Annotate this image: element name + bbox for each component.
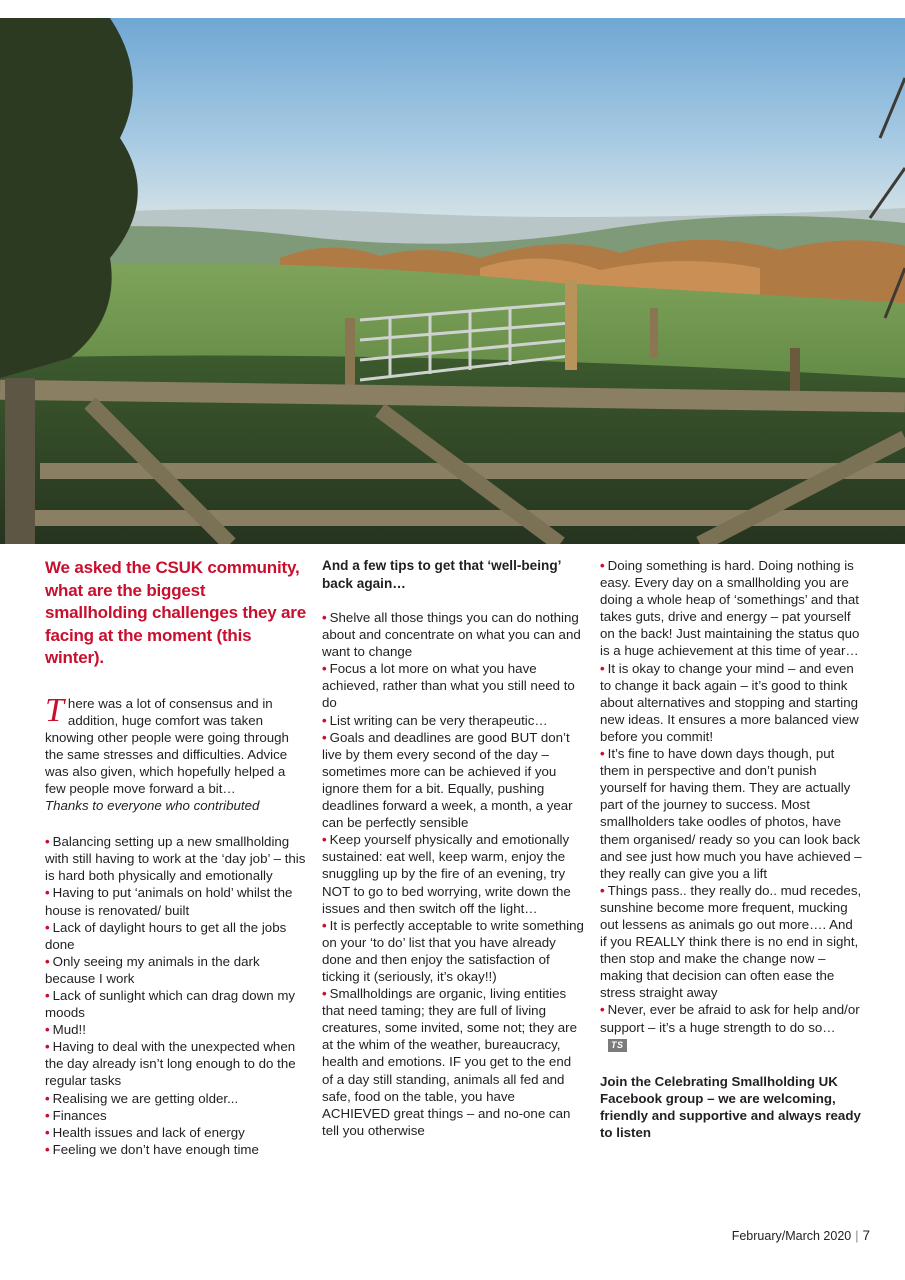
list-item-text: Things pass.. they really do.. mud recedes, sunshine become more frequent, mucking out lessens as animals go out more…. And if you REALLY think there is no end in sight, then stop and make the change now – making that decision can often ease the stress straight away (600, 882, 862, 1001)
list-item (45, 919, 308, 953)
list-item-text: Balancing setting up a new smallholding with still having to work at the ‘day job’ – this is hard both physically and emotionally (45, 834, 306, 884)
intro-paragraph (45, 691, 308, 798)
list-item-text: It is perfectly acceptable to write something on your ‘to do’ list that you have already done and then enjoy the satisfaction of ticking it (seriously, it’s okay!!) (322, 917, 584, 984)
bullet-icon: • (600, 1002, 605, 1018)
bullet-icon: • (600, 746, 605, 762)
facebook-group-cta: Join the Celebrating Smallholding UK Facebook group – we are welcoming, friendly and supportive and always ready to listen (600, 1073, 861, 1140)
list-item (45, 953, 308, 987)
list-item-text: It is okay to change your mind – and even to change it back again – it’s good to think about alternatives and stopping and starting new ideas. It ensures a more balanced view before you commit! (600, 660, 859, 744)
bullet-icon: • (45, 1022, 50, 1038)
bullet-icon: • (322, 729, 327, 745)
list-item-text: Mud!! (52, 1022, 86, 1038)
bullet-icon: • (322, 661, 327, 677)
bullet-icon: • (600, 558, 605, 573)
list-item (322, 609, 584, 660)
list-item (600, 745, 862, 882)
bullet-icon: • (45, 919, 50, 935)
bullet-icon: • (45, 1039, 50, 1055)
list-item-text: Never, ever be afraid to ask for help and/or support – it’s a huge strength to do so… (600, 1002, 860, 1035)
bullet-icon: • (45, 1124, 50, 1140)
list-item (600, 1001, 862, 1052)
bullet-icon: • (45, 834, 50, 850)
list-item-text: Only seeing my animals in the dark because I work (45, 953, 260, 986)
bullet-icon: • (45, 885, 50, 901)
list-item-text: Having to deal with the unexpected when the day already isn’t long enough to do the regular tasks (45, 1039, 296, 1089)
page-footer (700, 1228, 870, 1243)
list-item (45, 1090, 308, 1107)
bullet-icon: • (45, 1107, 50, 1123)
tips-list (322, 609, 584, 1139)
list-item (322, 712, 584, 729)
intro-text: here was a lot of consensus and in addition, huge comfort was taken knowing other people were going through the same stresses and difficulties. Advice was also given, which hopefully helped a few people move forward a bit… (45, 695, 289, 796)
list-item (45, 1141, 308, 1158)
bullet-icon: • (322, 610, 327, 625)
bullet-icon: • (45, 988, 50, 1003)
bullet-icon: • (45, 953, 50, 969)
list-item (322, 917, 584, 985)
list-item (45, 884, 308, 918)
list-item-text: It’s fine to have down days though, put them in perspective and don’t punish yourself for having them. They are actually part of the journey to success. Most smallholders take oodles of photos, have them organised/ ready so you can look back and see just how much you have achieved – they really can give you a lift (600, 746, 862, 881)
bullet-icon: • (322, 986, 327, 1002)
list-item-text: Realising we are getting older... (52, 1090, 239, 1106)
list-item-text: Focus a lot more on what you have achieved, rather than what you still need to do (322, 661, 575, 711)
list-item (45, 1021, 308, 1038)
list-item (45, 1124, 308, 1141)
list-item-text: Finances (52, 1107, 107, 1123)
footer-divider: | (855, 1229, 859, 1243)
list-item (322, 660, 584, 711)
list-item (45, 987, 308, 1021)
list-item-text: Shelve all those things you can do nothing about and concentrate on what you can and want to change (322, 610, 581, 660)
drop-cap: T (45, 691, 64, 729)
list-item (600, 660, 862, 745)
list-item (45, 833, 308, 884)
list-item-text: Lack of sunlight which can drag down my moods (45, 988, 296, 1021)
column-middle (322, 557, 584, 1139)
column-right (600, 557, 862, 1154)
bullet-icon: • (45, 1141, 50, 1157)
list-item-text: Goals and deadlines are good BUT don’t live by them every second of the day – sometimes more can be achieved if you ignore them for a bit. Equally, pushing deadlines forward a week, a month, a year can be perfectly sensible (322, 729, 573, 831)
list-item-text: Having to put ‘animals on hold’ whilst the house is renovated/ built (45, 885, 293, 918)
column-left (45, 557, 308, 1158)
tips-heading: And a few tips to get that ‘well-being’ back again… (322, 558, 561, 591)
tips-list-continued (600, 557, 862, 1053)
bullet-icon: • (600, 660, 605, 676)
end-mark-logo: TS (608, 1039, 627, 1052)
page-number: 7 (862, 1228, 870, 1243)
list-item-text: Health issues and lack of energy (52, 1124, 245, 1140)
list-item-text: Smallholdings are organic, living entities that need taming; they are full of living creatures, some invited, some not; they are at the whim of the weather, bureaucracy, health and emotions. IF you get to the end of a day still standing, animals all fed and safe, food on the table, you have ACHIEVED great things – and no-one can tell you otherwise (322, 986, 577, 1138)
bullet-icon: • (45, 1090, 50, 1106)
list-item-text: Keep yourself physically and emotionally sustained: eat well, keep warm, enjoy the snuggling up by the fire of an evening, try NOT to go to bed worrying, write down the issues and then switch off the light… (322, 832, 571, 916)
list-item (322, 985, 584, 1139)
list-item (600, 882, 862, 1002)
thanks-line: Thanks to everyone who contributed (45, 798, 260, 814)
landscape-photo (0, 18, 905, 544)
list-item (600, 557, 862, 660)
list-item (322, 729, 584, 832)
list-item (45, 1107, 308, 1124)
list-item-text: Feeling we don’t have enough time (52, 1141, 259, 1157)
bullet-icon: • (322, 712, 327, 728)
countryside-gate-illustration (0, 18, 905, 544)
list-item (45, 1038, 308, 1089)
list-item-text: Doing something is hard. Doing nothing is easy. Every day on a smallholding you are doing a whole heap of ‘somethings’ and that takes guts, drive and energy – pat yourself on the back! Just maintaining the status quo is a huge achievement at this time of year… (600, 558, 860, 659)
issue-date: February/March 2020 (731, 1229, 852, 1243)
bullet-icon: • (322, 832, 327, 848)
bullet-icon: • (600, 882, 605, 898)
list-item (322, 831, 584, 916)
list-item-text: Lack of daylight hours to get all the jobs done (45, 919, 287, 952)
list-item-text: List writing can be very therapeutic… (329, 712, 548, 728)
challenges-list (45, 833, 308, 1158)
bullet-icon: • (322, 917, 327, 933)
article-headline: We asked the CSUK community, what are the biggest smallholding challenges they are facing at the moment (this winter). (45, 558, 306, 667)
